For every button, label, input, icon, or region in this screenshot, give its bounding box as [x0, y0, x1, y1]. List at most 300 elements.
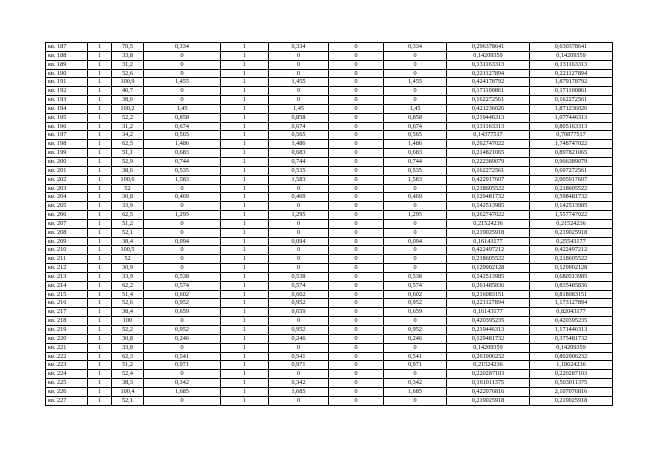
- count-cell: 1: [88, 387, 112, 396]
- value-a-cell: 0,952: [144, 326, 221, 335]
- area-cell: 52,2: [112, 113, 144, 122]
- value-a-cell: 0: [144, 69, 221, 78]
- table-row: [46, 87, 613, 96]
- coefficient-cell: 1: [221, 69, 269, 78]
- value-a-cell: 0: [144, 370, 221, 379]
- apartment-number-cell: кв. 216: [46, 299, 88, 308]
- coefficient-cell: 1: [221, 175, 269, 184]
- apartment-number-cell: кв. 201: [46, 166, 88, 175]
- value-b-cell: 0,952: [269, 326, 329, 335]
- area-cell: 52: [112, 255, 144, 264]
- value-a-cell: 0,744: [144, 157, 221, 166]
- zero-cell: 0: [329, 87, 384, 96]
- zero-cell: 0: [329, 237, 384, 246]
- table-row: [46, 157, 613, 166]
- area-cell: 51,2: [112, 361, 144, 370]
- area-cell: 38,4: [112, 308, 144, 317]
- value-c-cell: 0,971: [384, 361, 447, 370]
- share-cell: 0,221127894: [447, 69, 530, 78]
- value-a-cell: 1,685: [144, 387, 221, 396]
- table-row: [46, 166, 613, 175]
- share-cell: 0,16143177: [447, 237, 530, 246]
- zero-cell: 0: [329, 290, 384, 299]
- value-a-cell: 0: [144, 60, 221, 69]
- table-row: [46, 122, 613, 131]
- area-cell: 51,2: [112, 219, 144, 228]
- area-cell: 52: [112, 184, 144, 193]
- share-cell: 0,422917607: [447, 175, 530, 184]
- table-row: [46, 246, 613, 255]
- value-b-cell: 0: [269, 343, 329, 352]
- total-cell: 0,697272561: [530, 166, 613, 175]
- value-c-cell: 0: [384, 202, 447, 211]
- zero-cell: 0: [329, 219, 384, 228]
- value-c-cell: 1,295: [384, 211, 447, 220]
- zero-cell: 0: [329, 211, 384, 220]
- table-row: [46, 334, 613, 343]
- value-a-cell: 0,565: [144, 131, 221, 140]
- count-cell: 1: [88, 361, 112, 370]
- total-cell: 0,82043177: [530, 308, 613, 317]
- zero-cell: 0: [329, 60, 384, 69]
- value-a-cell: 0,246: [144, 334, 221, 343]
- apartment-number-cell: кв. 211: [46, 255, 88, 264]
- area-cell: 30,8: [112, 193, 144, 202]
- share-cell: 0,424178792: [447, 78, 530, 87]
- total-cell: 0,598481732: [530, 193, 613, 202]
- apartment-number-cell: кв. 222: [46, 352, 88, 361]
- share-cell: 0,14209359: [447, 343, 530, 352]
- zero-cell: 0: [329, 370, 384, 379]
- area-cell: 51,1: [112, 149, 144, 158]
- table-row: [46, 131, 613, 140]
- total-cell: 1,879178792: [530, 78, 613, 87]
- table-row: [46, 255, 613, 264]
- value-c-cell: 0: [384, 69, 447, 78]
- share-cell: 0,262747022: [447, 211, 530, 220]
- coefficient-cell: 1: [221, 272, 269, 281]
- value-a-cell: 1,455: [144, 78, 221, 87]
- coefficient-cell: 1: [221, 113, 269, 122]
- apartment-number-cell: кв. 187: [46, 43, 88, 52]
- share-cell: 0,131163313: [447, 60, 530, 69]
- coefficient-cell: 1: [221, 149, 269, 158]
- coefficient-cell: 1: [221, 43, 269, 52]
- table-row: [46, 317, 613, 326]
- coefficient-cell: 1: [221, 211, 269, 220]
- count-cell: 1: [88, 308, 112, 317]
- zero-cell: 0: [329, 334, 384, 343]
- table-row: [46, 96, 613, 105]
- table-row: [46, 60, 613, 69]
- coefficient-cell: 1: [221, 122, 269, 131]
- value-b-cell: 0,674: [269, 122, 329, 131]
- coefficient-cell: 1: [221, 352, 269, 361]
- area-cell: 34,2: [112, 131, 144, 140]
- area-cell: 100,2: [112, 104, 144, 113]
- coefficient-cell: 1: [221, 255, 269, 264]
- area-cell: 38,6: [112, 166, 144, 175]
- total-cell: 1,18624236: [530, 361, 613, 370]
- value-b-cell: 1,685: [269, 387, 329, 396]
- apartment-number-cell: кв. 197: [46, 131, 88, 140]
- coefficient-cell: 1: [221, 166, 269, 175]
- zero-cell: 0: [329, 113, 384, 122]
- table-row: [46, 237, 613, 246]
- coefficient-cell: 1: [221, 202, 269, 211]
- zero-cell: 0: [329, 69, 384, 78]
- table-row: [46, 370, 613, 379]
- share-cell: 0,171100861: [447, 87, 530, 96]
- total-cell: 0,218605522: [530, 255, 613, 264]
- coefficient-cell: 1: [221, 317, 269, 326]
- zero-cell: 0: [329, 299, 384, 308]
- share-cell: 0,422076816: [447, 387, 530, 396]
- area-cell: 30,9: [112, 264, 144, 273]
- count-cell: 1: [88, 131, 112, 140]
- apartment-number-cell: кв. 199: [46, 149, 88, 158]
- table-row: [46, 343, 613, 352]
- table-row: [46, 281, 613, 290]
- value-a-cell: 0: [144, 202, 221, 211]
- value-a-cell: 0: [144, 246, 221, 255]
- apartment-number-cell: кв. 218: [46, 317, 88, 326]
- apartment-number-cell: кв. 210: [46, 246, 88, 255]
- coefficient-cell: 1: [221, 193, 269, 202]
- table-row: [46, 51, 613, 60]
- zero-cell: 0: [329, 166, 384, 175]
- value-c-cell: 0,334: [384, 43, 447, 52]
- value-a-cell: 0: [144, 255, 221, 264]
- value-a-cell: 0,858: [144, 113, 221, 122]
- share-cell: 0,261485836: [447, 281, 530, 290]
- value-a-cell: 0,094: [144, 237, 221, 246]
- total-cell: 0,422497212: [530, 246, 613, 255]
- area-cell: 100,6: [112, 175, 144, 184]
- value-a-cell: 0,683: [144, 149, 221, 158]
- coefficient-cell: 1: [221, 264, 269, 273]
- value-c-cell: 0,683: [384, 149, 447, 158]
- value-c-cell: 0: [384, 51, 447, 60]
- count-cell: 1: [88, 281, 112, 290]
- zero-cell: 0: [329, 308, 384, 317]
- value-b-cell: 0,683: [269, 149, 329, 158]
- value-a-cell: 0,334: [144, 43, 221, 52]
- area-cell: 100,5: [112, 246, 144, 255]
- coefficient-cell: 1: [221, 308, 269, 317]
- table-row: [46, 396, 613, 405]
- share-cell: 0,162272561: [447, 166, 530, 175]
- count-cell: 1: [88, 175, 112, 184]
- apartment-number-cell: кв. 217: [46, 308, 88, 317]
- value-b-cell: 1,583: [269, 175, 329, 184]
- count-cell: 1: [88, 272, 112, 281]
- share-cell: 0,14209359: [447, 51, 530, 60]
- share-cell: 0,129902128: [447, 264, 530, 273]
- count-cell: 1: [88, 166, 112, 175]
- value-a-cell: 1,295: [144, 211, 221, 220]
- zero-cell: 0: [329, 184, 384, 193]
- value-b-cell: 0,659: [269, 308, 329, 317]
- total-cell: 0,818083151: [530, 290, 613, 299]
- value-a-cell: 0: [144, 51, 221, 60]
- zero-cell: 0: [329, 228, 384, 237]
- count-cell: 1: [88, 113, 112, 122]
- count-cell: 1: [88, 193, 112, 202]
- share-cell: 0,219025918: [447, 396, 530, 405]
- share-cell: 0,420395235: [447, 317, 530, 326]
- value-b-cell: 0: [269, 60, 329, 69]
- coefficient-cell: 1: [221, 96, 269, 105]
- apartment-number-cell: кв. 206: [46, 211, 88, 220]
- value-b-cell: 1,486: [269, 140, 329, 149]
- value-c-cell: 0,858: [384, 113, 447, 122]
- share-cell: 0,161011375: [447, 379, 530, 388]
- apartment-number-cell: кв. 207: [46, 219, 88, 228]
- table-row: [46, 211, 613, 220]
- coefficient-cell: 1: [221, 131, 269, 140]
- value-b-cell: 0: [269, 87, 329, 96]
- area-cell: 100,9: [112, 78, 144, 87]
- count-cell: 1: [88, 60, 112, 69]
- area-cell: 52,6: [112, 69, 144, 78]
- value-b-cell: 1,45: [269, 104, 329, 113]
- total-cell: 0,219025918: [530, 228, 613, 237]
- value-b-cell: 0: [269, 228, 329, 237]
- coefficient-cell: 1: [221, 78, 269, 87]
- area-cell: 33,9: [112, 272, 144, 281]
- value-b-cell: 0: [269, 396, 329, 405]
- area-cell: 52,1: [112, 228, 144, 237]
- zero-cell: 0: [329, 379, 384, 388]
- total-cell: 2,005917607: [530, 175, 613, 184]
- coefficient-cell: 1: [221, 281, 269, 290]
- apartment-number-cell: кв. 220: [46, 334, 88, 343]
- zero-cell: 0: [329, 387, 384, 396]
- share-cell: 0,129481732: [447, 334, 530, 343]
- share-cell: 0,262747022: [447, 140, 530, 149]
- value-c-cell: 0,246: [384, 334, 447, 343]
- value-b-cell: 1,455: [269, 78, 329, 87]
- area-cell: 62,2: [112, 281, 144, 290]
- coefficient-cell: 1: [221, 370, 269, 379]
- total-cell: 0,835485836: [530, 281, 613, 290]
- zero-cell: 0: [329, 317, 384, 326]
- share-cell: 0,162272561: [447, 96, 530, 105]
- table-row: [46, 219, 613, 228]
- table-row: [46, 352, 613, 361]
- value-b-cell: 0,538: [269, 272, 329, 281]
- zero-cell: 0: [329, 51, 384, 60]
- zero-cell: 0: [329, 246, 384, 255]
- total-cell: 1,173127894: [530, 299, 613, 308]
- area-cell: 31,2: [112, 60, 144, 69]
- value-b-cell: 0: [269, 246, 329, 255]
- zero-cell: 0: [329, 104, 384, 113]
- apartment-number-cell: кв. 190: [46, 69, 88, 78]
- apartment-number-cell: кв. 204: [46, 193, 88, 202]
- share-cell: 0,421236026: [447, 104, 530, 113]
- share-cell: 0,219446313: [447, 113, 530, 122]
- area-cell: 33,8: [112, 51, 144, 60]
- value-c-cell: 0,541: [384, 352, 447, 361]
- zero-cell: 0: [329, 352, 384, 361]
- value-b-cell: 0,744: [269, 157, 329, 166]
- apartment-number-cell: кв. 192: [46, 87, 88, 96]
- table-row: [46, 272, 613, 281]
- value-a-cell: 0,659: [144, 308, 221, 317]
- count-cell: 1: [88, 326, 112, 335]
- share-cell: 0,142513985: [447, 272, 530, 281]
- apartment-number-cell: кв. 189: [46, 60, 88, 69]
- total-cell: 0,375481732: [530, 334, 613, 343]
- share-cell: 0,142513985: [447, 202, 530, 211]
- value-c-cell: 0: [384, 96, 447, 105]
- value-a-cell: 0: [144, 317, 221, 326]
- value-c-cell: 1,685: [384, 387, 447, 396]
- count-cell: 1: [88, 43, 112, 52]
- value-b-cell: 0: [269, 264, 329, 273]
- value-b-cell: 0,246: [269, 334, 329, 343]
- value-b-cell: 0,565: [269, 131, 329, 140]
- area-cell: 62,3: [112, 352, 144, 361]
- table-row: [46, 299, 613, 308]
- area-cell: 52,9: [112, 157, 144, 166]
- value-b-cell: 0: [269, 51, 329, 60]
- coefficient-cell: 1: [221, 396, 269, 405]
- value-c-cell: 1,486: [384, 140, 447, 149]
- coefficient-cell: 1: [221, 87, 269, 96]
- value-c-cell: 0,535: [384, 166, 447, 175]
- zero-cell: 0: [329, 193, 384, 202]
- apartment-number-cell: кв. 221: [46, 343, 88, 352]
- value-b-cell: 0,541: [269, 352, 329, 361]
- share-cell: 0,220287103: [447, 370, 530, 379]
- value-a-cell: 0,469: [144, 193, 221, 202]
- share-cell: 0,129481732: [447, 193, 530, 202]
- total-cell: 0,70877517: [530, 131, 613, 140]
- value-c-cell: 1,45: [384, 104, 447, 113]
- area-cell: 51,4: [112, 290, 144, 299]
- value-c-cell: 0: [384, 228, 447, 237]
- zero-cell: 0: [329, 396, 384, 405]
- count-cell: 1: [88, 51, 112, 60]
- count-cell: 1: [88, 370, 112, 379]
- total-cell: 1,557747022: [530, 211, 613, 220]
- value-c-cell: 0,674: [384, 122, 447, 131]
- table-row: [46, 290, 613, 299]
- total-cell: 0,131163313: [530, 60, 613, 69]
- total-cell: 0,503011375: [530, 379, 613, 388]
- total-cell: 1,748747022: [530, 140, 613, 149]
- value-a-cell: 0: [144, 228, 221, 237]
- table-row: [46, 361, 613, 370]
- area-cell: 33,8: [112, 343, 144, 352]
- value-b-cell: 0: [269, 96, 329, 105]
- table-row: [46, 326, 613, 335]
- value-c-cell: 0,952: [384, 299, 447, 308]
- value-c-cell: 0,602: [384, 290, 447, 299]
- share-cell: 0,296378641: [447, 43, 530, 52]
- value-c-cell: 0: [384, 255, 447, 264]
- value-b-cell: 0,535: [269, 166, 329, 175]
- count-cell: 1: [88, 264, 112, 273]
- table-row: [46, 184, 613, 193]
- value-b-cell: 0,469: [269, 193, 329, 202]
- value-c-cell: 0: [384, 219, 447, 228]
- coefficient-cell: 1: [221, 219, 269, 228]
- zero-cell: 0: [329, 78, 384, 87]
- coefficient-cell: 1: [221, 60, 269, 69]
- count-cell: 1: [88, 157, 112, 166]
- apartment-number-cell: кв. 227: [46, 396, 88, 405]
- share-cell: 0,222389079: [447, 157, 530, 166]
- apartment-number-cell: кв. 194: [46, 104, 88, 113]
- count-cell: 1: [88, 87, 112, 96]
- zero-cell: 0: [329, 131, 384, 140]
- value-a-cell: 0: [144, 264, 221, 273]
- table-row: [46, 193, 613, 202]
- count-cell: 1: [88, 219, 112, 228]
- total-cell: 0,680513985: [530, 272, 613, 281]
- total-cell: 0,420395235: [530, 317, 613, 326]
- value-b-cell: 0,574: [269, 281, 329, 290]
- value-c-cell: 0: [384, 184, 447, 193]
- value-a-cell: 0,541: [144, 352, 221, 361]
- value-a-cell: 0: [144, 343, 221, 352]
- value-b-cell: 0,342: [269, 379, 329, 388]
- table-row: [46, 78, 613, 87]
- value-c-cell: 0: [384, 87, 447, 96]
- count-cell: 1: [88, 352, 112, 361]
- area-cell: 52,2: [112, 326, 144, 335]
- table-row: [46, 202, 613, 211]
- coefficient-cell: 1: [221, 140, 269, 149]
- zero-cell: 0: [329, 272, 384, 281]
- value-a-cell: 0,574: [144, 281, 221, 290]
- zero-cell: 0: [329, 361, 384, 370]
- zero-cell: 0: [329, 202, 384, 211]
- zero-cell: 0: [329, 43, 384, 52]
- zero-cell: 0: [329, 175, 384, 184]
- value-a-cell: 0,538: [144, 272, 221, 281]
- share-cell: 0,14377517: [447, 131, 530, 140]
- value-b-cell: 0: [269, 370, 329, 379]
- table-row: [46, 228, 613, 237]
- count-cell: 1: [88, 184, 112, 193]
- value-b-cell: 0: [269, 219, 329, 228]
- apartment-number-cell: кв. 219: [46, 326, 88, 335]
- apartment-number-cell: кв. 208: [46, 228, 88, 237]
- value-c-cell: 0: [384, 264, 447, 273]
- total-cell: 0,129902128: [530, 264, 613, 273]
- value-c-cell: 0: [384, 60, 447, 69]
- value-b-cell: 0: [269, 255, 329, 264]
- table-row: [46, 43, 613, 52]
- apartment-number-cell: кв. 214: [46, 281, 88, 290]
- value-a-cell: 0,342: [144, 379, 221, 388]
- value-b-cell: 0,334: [269, 43, 329, 52]
- coefficient-cell: 1: [221, 361, 269, 370]
- share-cell: 0,261906232: [447, 352, 530, 361]
- apartment-number-cell: кв. 202: [46, 175, 88, 184]
- share-cell: 0,219025918: [447, 228, 530, 237]
- total-cell: 0,220287103: [530, 370, 613, 379]
- value-c-cell: 0: [384, 343, 447, 352]
- apartment-number-cell: кв. 224: [46, 370, 88, 379]
- zero-cell: 0: [329, 326, 384, 335]
- zero-cell: 0: [329, 122, 384, 131]
